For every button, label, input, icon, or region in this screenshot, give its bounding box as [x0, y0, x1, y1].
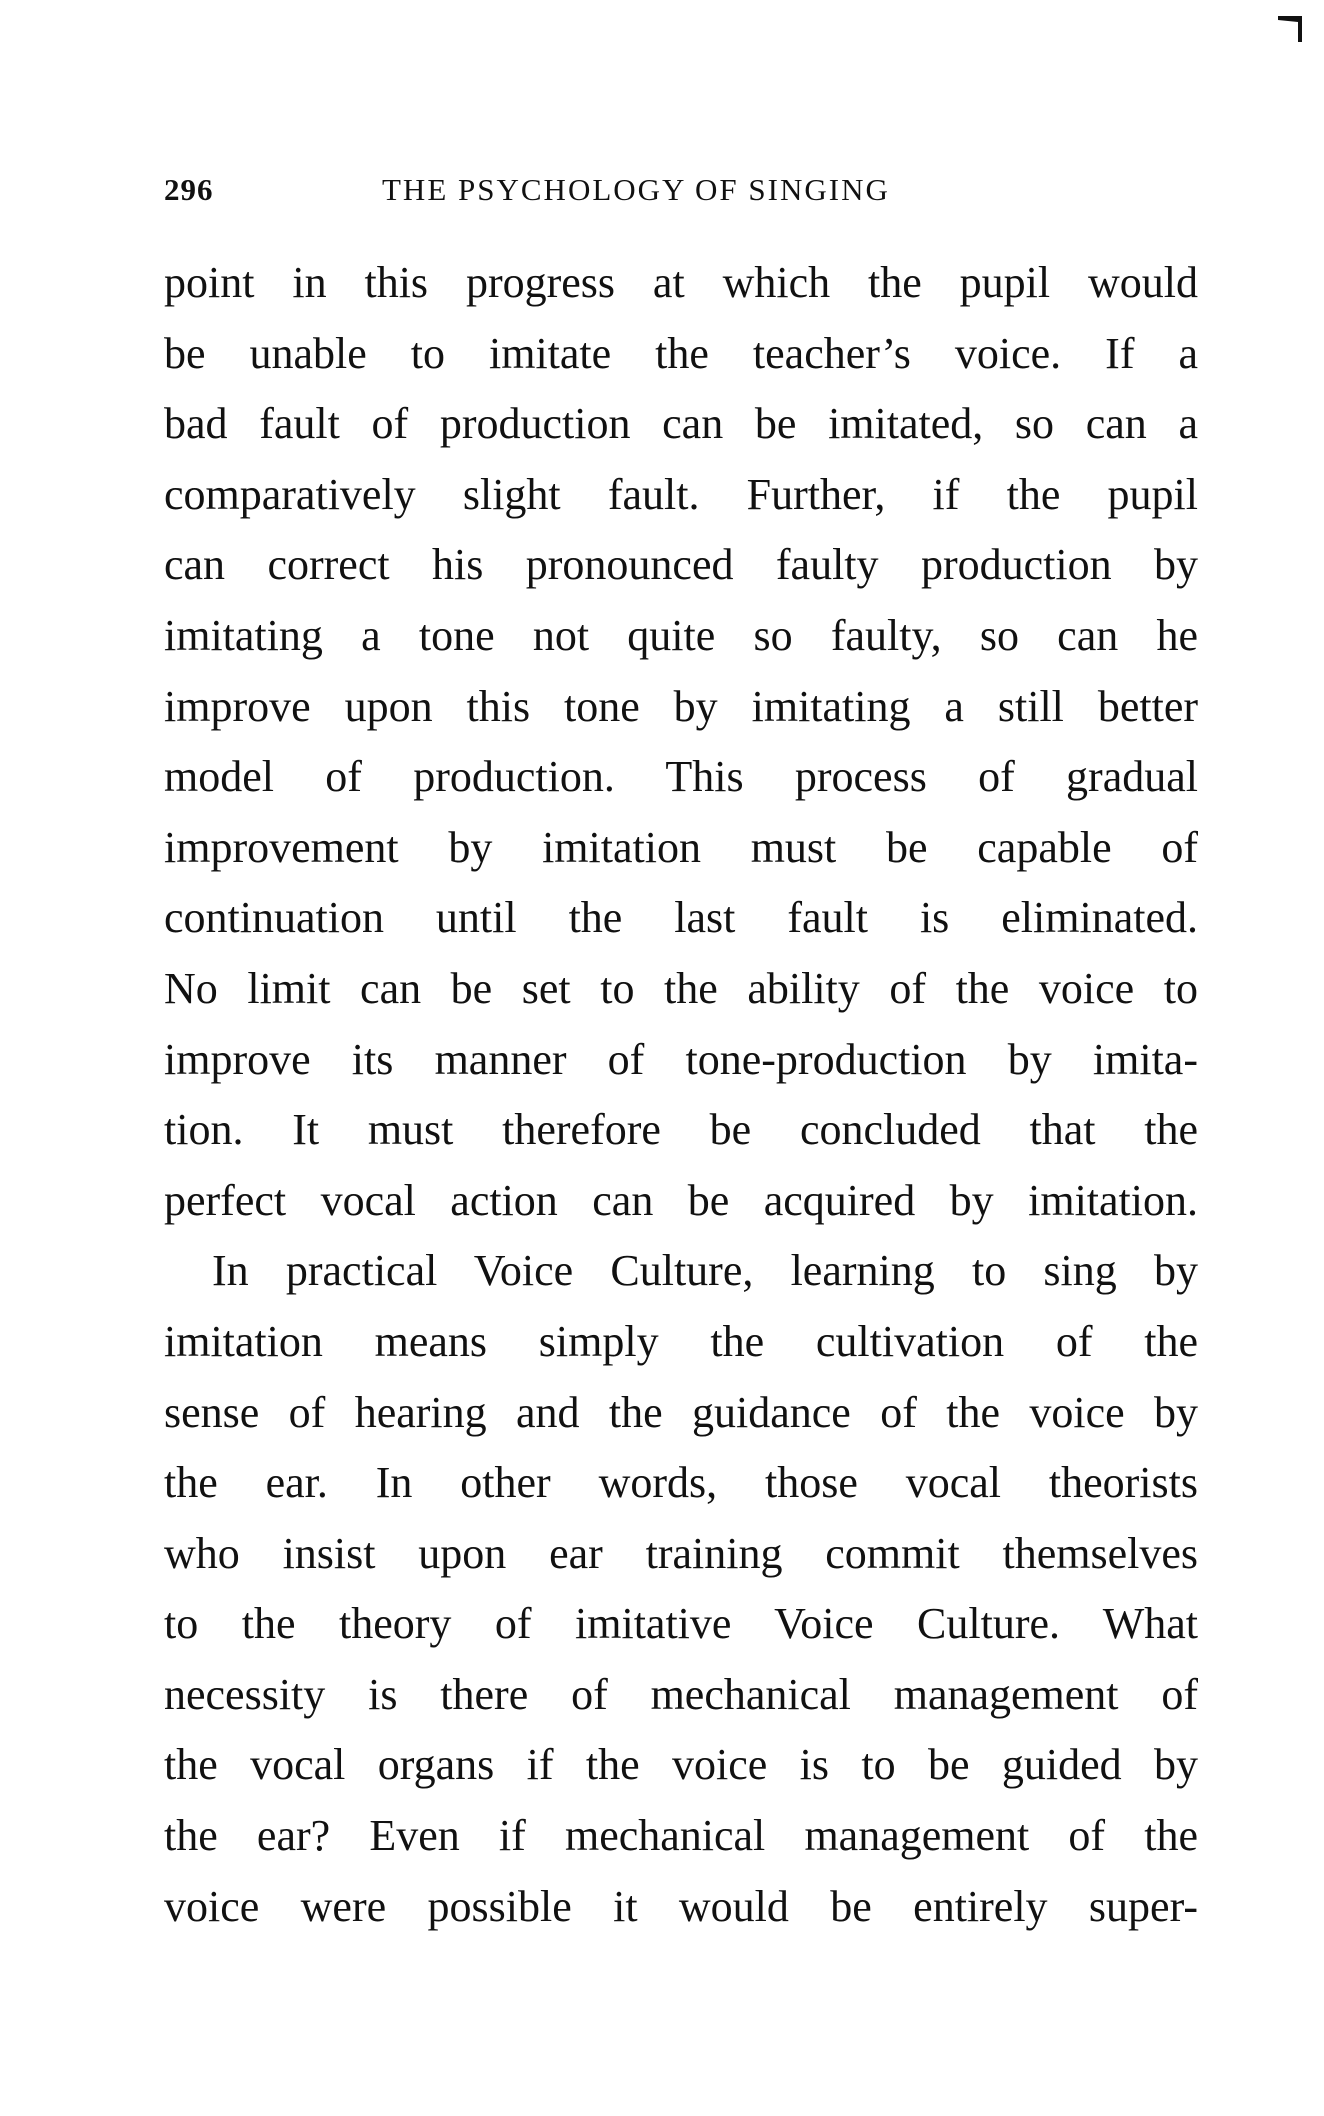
paragraph-first-line: In practical Voice Culture, learning to sing by [212, 1246, 1198, 1296]
body-text [164, 248, 1198, 1942]
text-line: continuation until the last fault is eliminated. [164, 893, 1198, 943]
text-line: model of production. This process of gradual [164, 752, 1198, 802]
text-line: can correct his pronounced faulty production by [164, 540, 1198, 590]
text-line: who insist upon ear training commit themselves [164, 1528, 1198, 1578]
text-line: improve its manner of tone-production by imita- [164, 1034, 1198, 1084]
text-line: imitation means simply the cultivation of the [164, 1316, 1198, 1366]
running-header [164, 168, 1204, 212]
text-line: the vocal organs if the voice is to be guided by [164, 1740, 1198, 1790]
text-line: imitating a tone not quite so faulty, so can he [164, 610, 1198, 660]
text-line: sense of hearing and the guidance of the voice by [164, 1387, 1198, 1437]
text-line: improve upon this tone by imitating a still better [164, 681, 1198, 731]
text-line: voice were possible it would be entirely super- [164, 1881, 1198, 1931]
text-line: bad fault of production can be imitated, so can a [164, 399, 1198, 449]
text-line: be unable to imitate the teacher’s voice. If a [164, 328, 1198, 378]
text-line: the ear? Even if mechanical management of the [164, 1811, 1198, 1861]
text-line: the ear. In other words, those vocal theorists [164, 1458, 1198, 1508]
text-line: comparatively slight fault. Further, if the pupil [164, 469, 1198, 519]
running-title: THE PSYCHOLOGY OF SINGING [382, 172, 890, 207]
text-line: point in this progress at which the pupil would [164, 258, 1198, 307]
text-line: to the theory of imitative Voice Culture. What [164, 1599, 1198, 1649]
text-line: improvement by imitation must be capable of [164, 822, 1198, 872]
text-line: necessity is there of mechanical management of [164, 1669, 1198, 1719]
page-number: 296 [164, 172, 214, 207]
text-line: tion. It must therefore be concluded that the [164, 1105, 1198, 1155]
text-line: No limit can be set to the ability of the voice to [164, 963, 1198, 1013]
text-line: perfect vocal action can be acquired by imitation. [164, 1175, 1198, 1225]
corner-mark-icon [1278, 14, 1304, 42]
